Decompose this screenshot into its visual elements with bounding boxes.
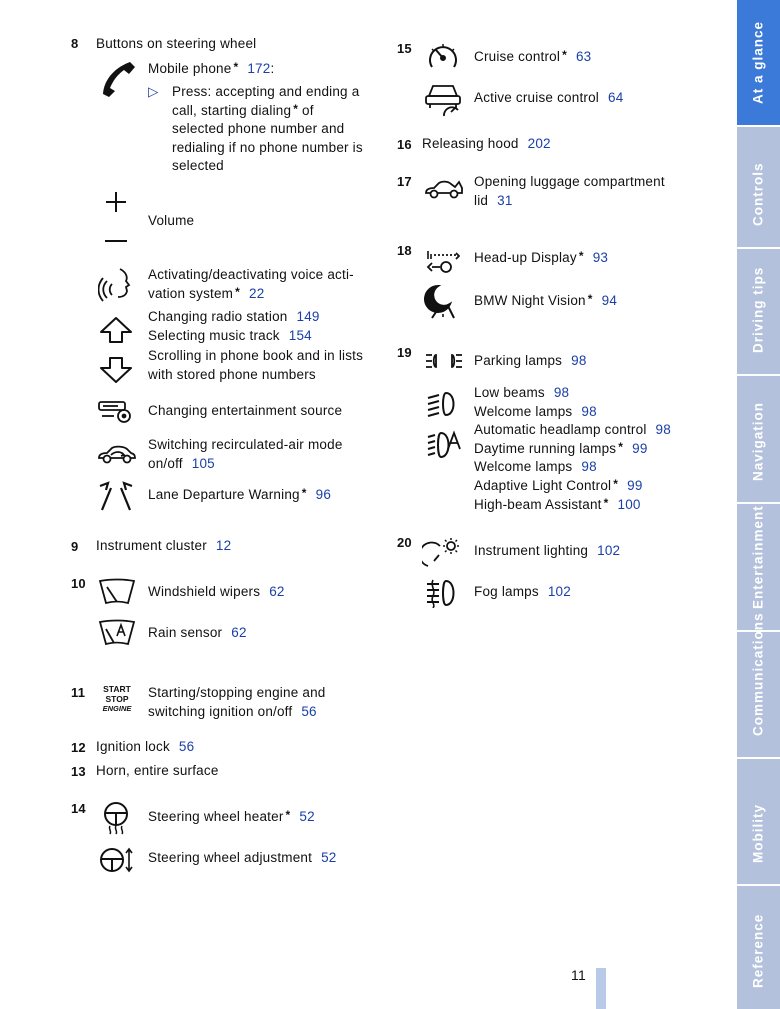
instrument-lighting-icon	[422, 536, 462, 570]
optional-marker: *	[235, 284, 241, 299]
high-beam-assistant-entry	[474, 496, 671, 515]
recirc-entry	[148, 436, 343, 473]
rain-sensor-icon	[98, 619, 136, 647]
page-ref-link[interactable]: 105	[191, 455, 215, 471]
arrow-down-icon	[99, 356, 133, 384]
tab-label: Mobility	[750, 804, 766, 863]
tab-label: Reference	[750, 913, 766, 988]
entry-label: Adaptive Light Control	[474, 477, 612, 493]
night-vision-icon	[424, 284, 460, 320]
lane-departure-icon	[98, 480, 134, 512]
entry-label: Fog lamps	[474, 584, 539, 599]
wheel-heater-entry	[148, 809, 315, 824]
page-ref-link[interactable]: 94	[601, 293, 618, 308]
recirc-line	[148, 455, 343, 474]
optional-marker: *	[301, 486, 307, 500]
start-stop-text: switching ignition on/off	[148, 703, 293, 719]
entry-label: Cruise control	[474, 49, 561, 64]
tab-label: Driving tips	[750, 266, 766, 353]
page-ref-link[interactable]: 62	[231, 625, 247, 640]
page-ref-link[interactable]: 63	[575, 49, 592, 64]
page-ref-link[interactable]: 154	[288, 328, 312, 343]
page-ref-link[interactable]: 98	[655, 422, 671, 438]
steering-wheel-heater-icon	[100, 800, 132, 836]
item-number: 20	[397, 535, 412, 550]
windshield-wiper-icon	[98, 578, 136, 606]
entry-label: Steering wheel adjustment	[148, 850, 313, 865]
press-line: redialing if no phone number is	[172, 139, 363, 155]
welcome-lamps-entry	[474, 458, 671, 477]
icon-text: STOP	[105, 694, 129, 704]
lane-departure-entry	[148, 487, 331, 502]
start-stop-line	[148, 703, 325, 722]
entry-label: Instrument lighting	[474, 543, 589, 558]
page-ref-link[interactable]: 99	[632, 440, 648, 456]
minus-icon	[104, 235, 128, 247]
headlight-list	[474, 384, 671, 514]
page-ref-link[interactable]: 31	[497, 192, 513, 208]
entry-label: Parking lamps	[474, 353, 563, 368]
page-ref-link[interactable]: 12	[215, 538, 232, 553]
welcome-lamps-entry	[474, 403, 671, 422]
entry-label: Low beams	[474, 385, 545, 400]
item-number: 15	[397, 41, 412, 56]
item-number: 9	[71, 539, 79, 554]
entry-label: Welcome lamps	[474, 459, 573, 475]
optional-marker: *	[603, 495, 609, 510]
entry-label: Mobile phone	[148, 61, 232, 76]
item-number: 19	[397, 345, 412, 360]
voice-line	[148, 285, 354, 304]
arrow-up-icon	[99, 316, 133, 344]
page-ref-link[interactable]: 99	[627, 477, 643, 493]
recirculated-air-icon	[97, 442, 137, 466]
scroll-entry	[148, 347, 363, 384]
tab-controls[interactable]	[737, 127, 780, 249]
optional-marker: *	[293, 101, 299, 116]
voice-text: vation system	[148, 285, 234, 301]
press-text: of	[302, 102, 314, 118]
page-ref-link[interactable]: 56	[178, 739, 195, 754]
auto-headlamp-entry	[474, 421, 671, 440]
page-ref-link[interactable]: 98	[581, 403, 597, 419]
item-number: 14	[71, 801, 86, 816]
entry-label: Welcome lamps	[474, 403, 573, 419]
entry-label: Steering wheel heater	[148, 809, 284, 824]
page-ref-link[interactable]: 202	[527, 136, 551, 151]
voice-entry	[148, 266, 354, 303]
luggage-entry	[474, 173, 665, 210]
page-ref-link[interactable]: 102	[597, 543, 621, 558]
tab-at-a-glance[interactable]	[737, 0, 780, 127]
hud-entry	[474, 250, 608, 265]
page-ref-link[interactable]: 98	[553, 385, 570, 400]
page-ref-link[interactable]: 96	[315, 487, 332, 502]
page-ref-link[interactable]: 100	[617, 496, 641, 512]
start-stop-engine-icon	[98, 684, 136, 714]
ignition-lock-entry	[96, 739, 194, 754]
cruise-control-entry	[474, 49, 591, 64]
tab-reference[interactable]	[737, 886, 780, 1009]
tab-label: Entertainment	[750, 505, 766, 609]
fog-lamp-icon	[424, 578, 460, 608]
optional-marker: *	[618, 439, 624, 454]
wheel-adjust-entry	[148, 850, 337, 865]
page-ref-link[interactable]: 98	[581, 459, 597, 475]
active-cruise-entry	[474, 90, 623, 105]
entertainment-source-label: Changing entertainment source	[148, 403, 343, 418]
optional-marker: *	[562, 48, 567, 62]
entry-label: Selecting music track	[148, 328, 280, 343]
page-ref-link[interactable]: 64	[608, 90, 624, 105]
media-source-icon	[98, 400, 134, 424]
luggage-compartment-icon	[424, 177, 464, 201]
recirc-text: on/off	[148, 455, 183, 471]
tab-communications[interactable]	[737, 612, 780, 759]
low-beam-icon	[426, 390, 460, 418]
plus-icon	[104, 190, 128, 214]
item-number: 12	[71, 740, 86, 755]
scroll-line: with stored phone numbers	[148, 366, 316, 382]
page-ref-link[interactable]: 52	[321, 850, 337, 865]
entry-label: Changing radio station	[148, 309, 288, 324]
press-line: selected phone number and	[172, 121, 345, 137]
optional-marker: *	[285, 808, 291, 822]
tab-navigation[interactable]	[737, 376, 780, 504]
tab-label: Controls	[750, 162, 766, 226]
item-number: 18	[397, 243, 412, 258]
start-stop-entry	[148, 684, 325, 721]
entry-label: Rain sensor	[148, 625, 223, 640]
entry-label: Head-up Display	[474, 250, 577, 265]
entry-label: Ignition lock	[96, 739, 170, 754]
scroll-line: Scrolling in phone book and in lists	[148, 348, 364, 363]
entry-label: High-beam Assistant	[474, 496, 602, 512]
page-ref-link[interactable]: 56	[301, 703, 317, 719]
tab-label: At a glance	[750, 20, 766, 104]
music-track-entry	[148, 328, 312, 343]
section-title: Buttons on steering wheel	[96, 36, 257, 51]
cruise-control-icon	[426, 40, 460, 74]
icon-text: START	[103, 684, 131, 694]
entry-label: Lane Departure Warning	[148, 487, 300, 502]
luggage-text: lid	[474, 192, 489, 208]
entry-label: Active cruise control	[474, 90, 599, 105]
page-number: 11	[571, 967, 586, 983]
item-number: 11	[71, 685, 86, 700]
voice-line: Activating/deactivating voice acti-	[148, 267, 354, 282]
instrument-lighting-entry	[474, 543, 620, 558]
item-number: 17	[397, 174, 412, 189]
press-line	[172, 102, 372, 121]
luggage-line: Opening luggage compartment	[474, 174, 665, 189]
optional-marker: *	[578, 249, 584, 263]
optional-marker: *	[587, 292, 593, 306]
head-up-display-icon	[426, 248, 460, 274]
night-vision-entry	[474, 293, 617, 308]
entry-label: Instrument cluster	[96, 538, 207, 553]
automatic-headlamp-icon	[426, 430, 462, 460]
page-ref-link[interactable]: 22	[249, 285, 265, 301]
page-ref-link[interactable]: 52	[299, 809, 315, 824]
page-ref-link[interactable]: 149	[296, 309, 320, 324]
entry-label: Releasing hood	[422, 136, 519, 151]
tab-driving-tips[interactable]	[737, 249, 780, 376]
instrument-cluster-entry	[96, 538, 231, 553]
item-number: 8	[71, 36, 79, 51]
entry-label: Daytime running lamps	[474, 440, 617, 456]
page-marker-bar	[596, 968, 606, 1009]
parking-lamps-entry	[474, 353, 587, 368]
bullet-arrow-icon: ▷	[148, 84, 159, 99]
tab-label: Navigation	[750, 401, 766, 481]
fog-lamps-entry	[474, 584, 571, 599]
recirc-line: Switching recirculated-air mode	[148, 437, 343, 452]
wipers-entry	[148, 584, 285, 599]
press-line: Press: accepting and ending a	[172, 84, 360, 99]
entry-label: BMW Night Vision	[474, 293, 586, 308]
page-ref-link[interactable]: 98	[571, 353, 587, 368]
radio-station-entry	[148, 309, 320, 324]
entry-label: Windshield wipers	[148, 584, 261, 599]
daytime-running-entry	[474, 440, 671, 459]
page-ref-link[interactable]: 62	[269, 584, 285, 599]
item-number: 13	[71, 764, 86, 779]
optional-marker: *	[233, 60, 239, 74]
mobile-phone-entry	[148, 61, 274, 76]
page-ref-link[interactable]: 172	[247, 61, 271, 76]
luggage-line	[474, 192, 665, 211]
hood-entry	[422, 136, 551, 151]
voice-command-icon	[98, 266, 134, 304]
low-beams-entry	[474, 384, 671, 403]
tab-mobility[interactable]	[737, 759, 780, 886]
start-stop-line: Starting/stopping engine and	[148, 685, 326, 700]
item-number: 16	[397, 137, 412, 152]
colon: :	[270, 61, 275, 76]
volume-label: Volume	[148, 213, 195, 228]
press-line: selected	[172, 158, 224, 174]
page-ref-link[interactable]: 102	[547, 584, 571, 599]
tab-label: Communications	[750, 612, 766, 736]
rain-sensor-entry	[148, 625, 247, 640]
phone-handset-icon	[98, 58, 138, 98]
active-cruise-control-icon	[424, 80, 462, 118]
icon-text: ENGINE	[102, 704, 132, 713]
page-ref-link[interactable]: 93	[592, 250, 609, 265]
horn-label: Horn, entire surface	[96, 763, 219, 778]
steering-wheel-adjustment-icon	[98, 845, 134, 875]
parking-lamps-icon	[424, 352, 464, 370]
press-text: call, starting dialing	[172, 102, 292, 118]
press-description	[172, 83, 372, 176]
item-number: 10	[71, 576, 86, 591]
adaptive-light-entry	[474, 477, 671, 496]
entry-label: Automatic headlamp control	[474, 422, 647, 438]
optional-marker: *	[613, 476, 619, 491]
chapter-sidebar	[737, 0, 780, 1009]
